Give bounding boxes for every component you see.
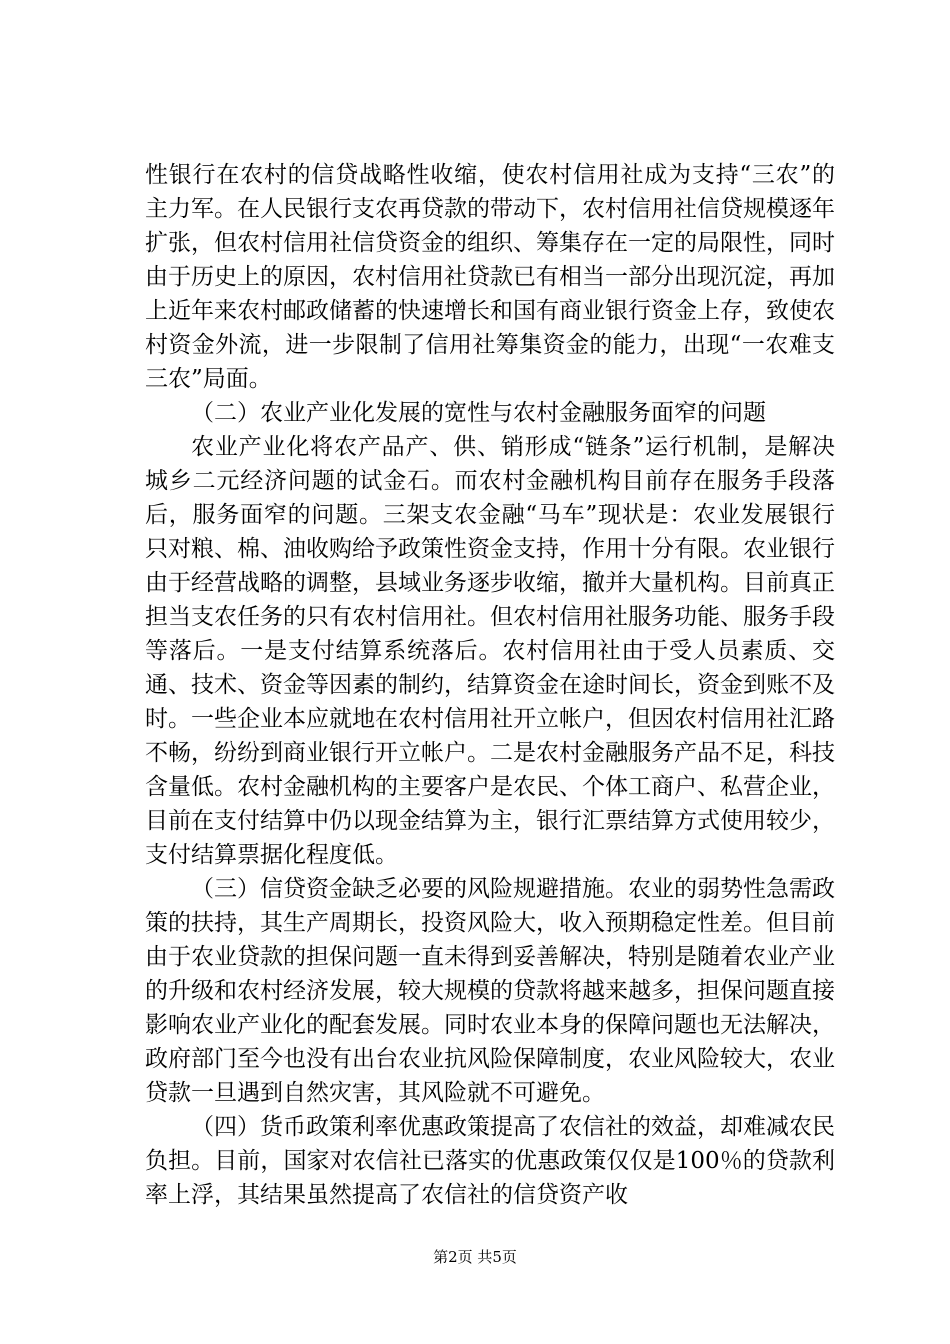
document-body	[145, 158, 835, 1212]
section-heading-2: （二）农业产业化发展的宽性与农村金融服务面窄的问题	[191, 400, 766, 426]
section-paragraph-4: （四）货币政策利率优惠政策提高了农信社的效益，却难减农民负担。目前，国家对农信社已落实的优惠政策仅仅是100％的贷款利率上浮，其结果虽然提高了农信社的信贷资产收	[145, 1114, 835, 1208]
paragraph-continuation: 性银行在农村的信贷战略性收缩，使农村信用社成为支持“三农”的主力军。在人民银行支农再贷款的带动下，农村信用社信贷规模逐年扩张，但农村信用社信贷资金的组织、筹集存在一定的局限性，同时由于历史上的原因，农村信用社贷款已有相当一部分出现沉淀，再加上近年来农村邮政储蓄的快速增长和国有商业银行资金上存，致使农村资金外流，进一步限制了信用社筹集资金的能力，出现“一农难支三农”局面。	[145, 162, 835, 392]
paragraph-industrialization: 农业产业化将农产品产、供、销形成“链条”运行机制，是解决城乡二元经济问题的试金石。而农村金融机构目前存在服务手段落后，服务面窄的问题。三架支农金融“马车”现状是：农业发展银行只对粮、棉、油收购给予政策性资金支持，作用十分有限。农业银行由于经营战略的调整，县域业务逐步收缩，撤并大量机构。目前真正担当支农任务的只有农村信用社。但农村信用社服务功能、服务手段等落后。一是支付结算系统落后。农村信用社由于受人员素质、交通、技术、资金等因素的制约，结算资金在途时间长，资金到账不及时。一些企业本应就地在农村信用社开立帐户，但因农村信用社汇路不畅，纷纷到商业银行开立帐户。二是农村金融服务产品不足，科技含量低。农村金融机构的主要客户是农民、个体工商户、私营企业，目前在支付结算中仍以现金结算为主，银行汇票结算方式使用较少，支付结算票据化程度低。	[145, 434, 835, 868]
page-number-footer: 第2页 共5页	[433, 1248, 517, 1266]
section-paragraph-3: （三）信贷资金缺乏必要的风险规避措施。农业的弱势性急需政策的扶持，其生产周期长，投资风险大，收入预期稳定性差。但目前由于农业贷款的担保问题一直未得到妥善解决，特别是随着农业产业的升级和农村经济发展，较大规模的贷款将越来越多，担保问题直接影响农业产业化的配套发展。同时农业本身的保障问题也无法解决，政府部门至今也没有出台农业抗风险保障制度，农业风险较大，农业贷款一旦遇到自然灾害，其风险就不可避免。	[145, 876, 835, 1106]
